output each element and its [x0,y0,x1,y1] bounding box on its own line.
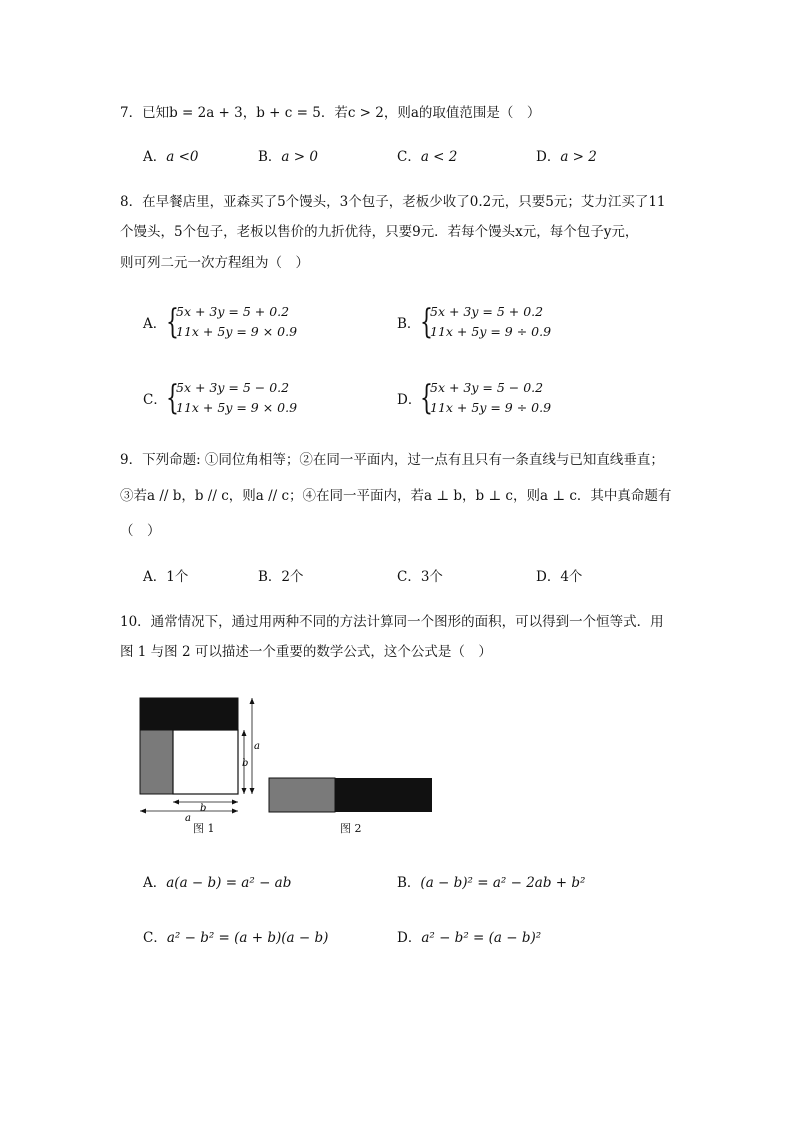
arrow-icon [173,800,179,805]
q9-option-c[interactable] [397,568,443,586]
fig1-caption: 图 1 [193,822,215,835]
option-text: a < 2 [420,149,458,165]
option-text: a(a − b) = a² − ab [166,875,292,891]
brace-icon: { [166,378,179,418]
q9-option-d[interactable] [536,568,582,586]
q10-option-c[interactable] [143,929,328,947]
q8-option-c-label[interactable]: C． [143,392,167,408]
option-text: a <0 [166,149,199,165]
option-text: 4个 [560,569,583,585]
option-label: A． [143,875,167,891]
option-text: a > 0 [281,149,318,165]
equation-1: 5x + 3y = 5 − 0.2 [176,380,290,395]
q7-option-b[interactable] [258,148,318,166]
q10-option-d[interactable] [397,929,541,947]
q7-option-d[interactable] [536,148,597,166]
option-label: C． [143,930,167,946]
brace-icon: { [166,302,179,342]
figure-1 [130,690,280,830]
option-text: (a − b)² = a² − 2ab + b² [420,875,586,891]
q8-stem-line2: 个馒头，5个包子，老板以售价的九折优待，只要9元．若每个馒头x元，每个包子y元， [120,224,639,240]
q9-option-b[interactable] [258,568,304,586]
arrow-icon [140,809,146,814]
fig1-top-black-strip [140,698,238,730]
option-label: B． [258,569,282,585]
equation-2: 11x + 5y = 9 ÷ 0.9 [430,400,552,415]
option-text: 1个 [166,569,189,585]
q9-stem-line3: （ ） [120,523,161,539]
q7-option-a[interactable] [143,148,199,166]
q10-stem-line2: 图 1 与图 2 可以描述一个重要的数学公式，这个公式是（ ） [120,644,492,660]
q7-stem: 7．已知b = 2a + 3，b + c = 5．若c > 2，则a的取值范围是（ ） [120,105,541,121]
fig2-gray-part [269,778,335,812]
q10-option-a[interactable] [143,874,291,892]
option-label: A． [143,569,167,585]
q9-stem-line2: ③若a // b，b // c，则a // c；④在同一平面内，若a ⊥ b，b ⊥ c，则a ⊥ c．其中真命题有 [120,488,672,504]
option-text: a² − b² = (a + b)(a − b) [166,930,329,946]
arrow-icon [242,788,247,794]
q8-option-b-label[interactable]: B． [397,316,421,332]
option-label: A． [143,149,167,165]
option-label: B． [397,875,421,891]
fig1-left-gray-strip [140,730,173,794]
q10-stem-line1: 10．通常情况下，通过用两种不同的方法计算同一个图形的面积，可以得到一个恒等式．用 [120,614,664,630]
arrow-icon [242,730,247,736]
arrow-icon [232,809,238,814]
q8-stem-line3: 则可列二元一次方程组为（ ） [120,255,309,271]
option-label: C． [397,149,421,165]
brace-icon: { [420,378,433,418]
equation-1: 5x + 3y = 5 + 0.2 [430,304,544,319]
fig1-label-a-bottom: a [185,813,191,824]
option-label: D． [536,149,561,165]
option-label: C． [397,569,421,585]
arrow-icon [232,800,238,805]
fig2-black-part [335,778,432,812]
fig1-label-b-bottom: b [200,803,207,814]
equation-1: 5x + 3y = 5 + 0.2 [176,304,290,319]
option-text: a² − b² = (a − b)² [421,930,542,946]
option-text: a > 2 [560,149,597,165]
q9-stem-line1: 9．下列命题: ①同位角相等；②在同一平面内，过一点有且只有一条直线与已知直线垂直； [120,452,664,468]
option-label: D． [536,569,561,585]
q8-option-d-label[interactable]: D． [397,392,422,408]
q9-option-a[interactable] [143,568,188,586]
option-label: B． [258,149,282,165]
arrow-icon [250,698,255,704]
q10-option-b[interactable] [397,874,585,892]
q7-option-c[interactable] [397,148,457,166]
option-text: 3个 [420,569,443,585]
fig1-white-square [173,730,238,794]
equation-1: 5x + 3y = 5 − 0.2 [430,380,544,395]
q8-stem-line1: 8．在早餐店里，亚森买了5个馒头，3个包子，老板少收了0.2元，只要5元；艾力江买了11 [120,194,666,210]
equation-2: 11x + 5y = 9 ÷ 0.9 [430,324,552,339]
equation-2: 11x + 5y = 9 × 0.9 [176,324,298,339]
option-text: 2个 [281,569,304,585]
q8-option-a-label[interactable]: A． [143,316,167,332]
fig1-label-b-right: b [242,758,249,769]
brace-icon: { [420,302,433,342]
fig1-label-a-right: a [254,741,260,752]
option-label: D． [397,930,422,946]
equation-2: 11x + 5y = 9 × 0.9 [176,400,298,415]
arrow-icon [250,788,255,794]
figure-2 [266,776,436,816]
fig2-caption: 图 2 [340,822,362,835]
